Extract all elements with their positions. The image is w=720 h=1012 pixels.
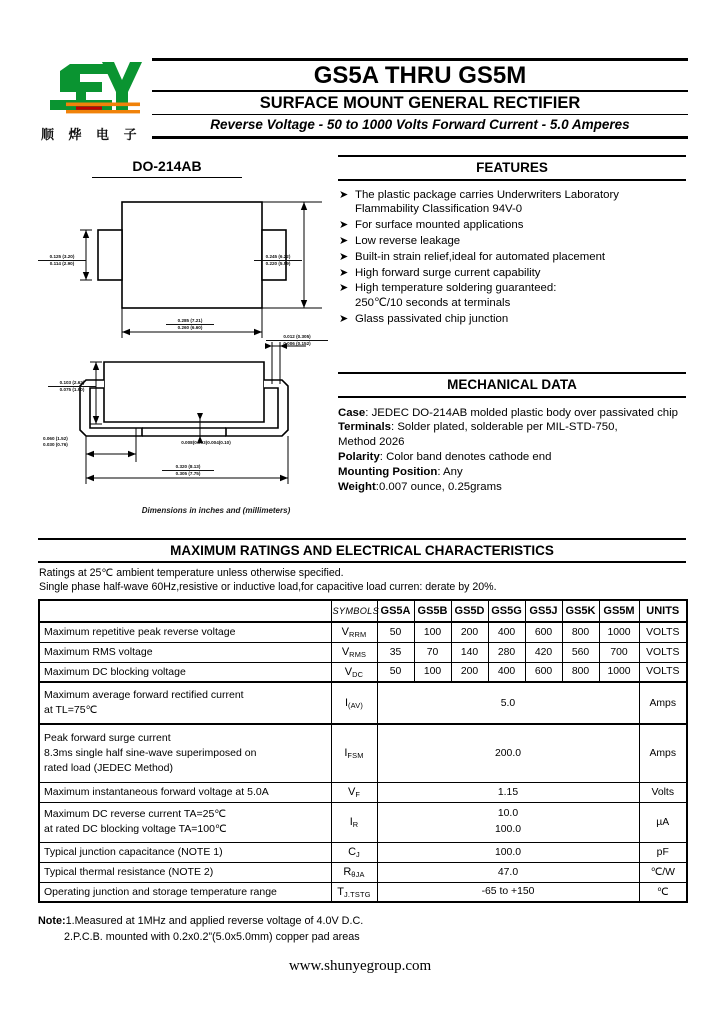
cell-unit: VOLTS: [639, 642, 687, 662]
th-part-gs5g: GS5G: [488, 600, 525, 622]
row-description: Maximum instantaneous forward voltage at 5.0A: [39, 782, 331, 802]
mech-value: Any: [443, 465, 463, 478]
table-row: [39, 862, 687, 882]
feature-item: [338, 266, 686, 281]
cell-value: 1000: [599, 622, 639, 642]
cell-value: 600: [525, 662, 562, 682]
th-part-gs5j: GS5J: [525, 600, 562, 622]
mech-label: Mounting Position: [338, 465, 438, 478]
package-type-label: DO-214AB: [92, 158, 242, 178]
mech-row-mounting: [338, 465, 686, 480]
th-description: [39, 600, 331, 622]
mech-value: 0.007 ounce, 0.25grams: [378, 480, 502, 493]
cell-value-span: 10.0 100.0: [377, 802, 639, 842]
dim-label-lead-thickness: 0.012 (0.305) 0.006 (0.152): [266, 334, 328, 346]
cell-value: 200: [451, 662, 488, 682]
mech-row-method: [338, 435, 686, 450]
mechanical-data-panel: [338, 372, 686, 494]
mech-row-terminals: [338, 420, 686, 435]
header-rule-bottom: [152, 136, 688, 139]
feature-text: For surface mounted applications: [355, 219, 524, 232]
cell-unit: ℃/W: [639, 862, 687, 882]
mech-value: Color band denotes cathode end: [386, 451, 552, 463]
dim-label-body-length: 0.285 (7.21) 0.260 (6.60): [166, 318, 214, 330]
row-description: Maximum DC reverse current TA=25℃ at rated DC blocking voltage TA=100℃: [39, 802, 331, 842]
page-title: GS5A THRU GS5M: [313, 62, 527, 89]
table-row: [39, 682, 687, 724]
mechanical-heading: MECHANICAL DATA: [338, 372, 686, 398]
th-part-gs5a: GS5A: [377, 600, 414, 622]
bullet-icon: ➤: [339, 266, 349, 279]
mech-label: Terminals: [338, 421, 391, 434]
features-heading: FEATURES: [338, 155, 686, 181]
footnote-2: [38, 930, 686, 946]
cell-value: 100: [414, 662, 451, 682]
row-description: Typical junction capacitance (NOTE 1): [39, 842, 331, 862]
cell-value-span: 1.15: [377, 782, 639, 802]
row-symbol: CJ: [331, 842, 377, 862]
dim-label-body-thickness: 0.103 (2.62) 0.075 (1.90): [48, 380, 96, 392]
mech-label: Polarity: [338, 451, 380, 463]
cell-value: 400: [488, 662, 525, 682]
bullet-icon: ➤: [339, 250, 349, 263]
ratings-note-line2: Single phase half-wave 60Hz,resistive or inductive load,for capacitive load curren: derate by 20%.: [39, 580, 497, 593]
dimension-units-note: Dimensions in inches and (millimeters): [141, 506, 291, 515]
th-part-gs5d: GS5D: [451, 600, 488, 622]
row-symbol: RθJA: [331, 862, 377, 882]
ratings-section: [38, 538, 686, 945]
row-description: Operating junction and storage temperature range: [39, 882, 331, 902]
sy-logo-mark: [40, 58, 140, 122]
cell-value-span: -65 to +150: [377, 882, 639, 902]
bullet-icon: ➤: [339, 282, 349, 295]
feature-text: High forward surge current capability: [355, 266, 541, 279]
mechanical-body: [338, 406, 686, 495]
features-list: [338, 188, 686, 327]
dim-label-width-left: 0.125 (3.20) 0.114 (2.90): [38, 254, 86, 266]
mech-row-polarity: [338, 450, 686, 465]
cell-value: 800: [562, 622, 599, 642]
row-symbol: I(AV): [331, 682, 377, 724]
ratings-table: [38, 599, 688, 903]
cell-value: 200: [451, 622, 488, 642]
footnote-label: Note:: [38, 915, 66, 928]
mech-value: JEDEC DO-214AB molded plastic body over passivated chip: [371, 406, 679, 419]
th-part-gs5k: GS5K: [562, 600, 599, 622]
cell-unit: pF: [639, 842, 687, 862]
bullet-icon: ➤: [339, 235, 349, 247]
page-footer: [0, 958, 720, 975]
mech-label: Weight: [338, 480, 376, 493]
company-name-cn: 顺 烨 电 子: [41, 128, 142, 143]
th-part-gs5b: GS5B: [414, 600, 451, 622]
row-description: Maximum repetitive peak reverse voltage: [39, 622, 331, 642]
table-row: [39, 662, 687, 682]
cell-unit: Amps: [639, 724, 687, 782]
cell-value: 140: [451, 642, 488, 662]
cell-value: 50: [377, 662, 414, 682]
footnote-2-text: 2.P.C.B. mounted with 0.2x0.2”(5.0x5.0mm) copper pad areas: [64, 930, 360, 943]
table-header-row: [39, 600, 687, 622]
feature-item: [338, 234, 686, 249]
page-tagline: Reverse Voltage - 50 to 1000 Volts Forward Current - 5.0 Amperes: [210, 117, 630, 133]
package-drawings: [40, 158, 340, 528]
row-symbol: VRRM: [331, 622, 377, 642]
ratings-heading: MAXIMUM RATINGS AND ELECTRICAL CHARACTERISTICS: [38, 538, 686, 563]
feature-text: Built-in strain relief,ideal for automated placement: [355, 250, 606, 263]
features-panel: [338, 155, 686, 343]
row-symbol: TJ.TSTG: [331, 882, 377, 902]
dim-label-foot-length: 0.060 (1.52) 0.030 (0.76): [43, 436, 68, 447]
cell-value: 50: [377, 622, 414, 642]
row-description: Maximum average forward rectified current at TL=75℃: [39, 682, 331, 724]
table-row: [39, 622, 687, 642]
row-symbol: IR: [331, 802, 377, 842]
row-description: Maximum DC blocking voltage: [39, 662, 331, 682]
row-description: Typical thermal resistance (NOTE 2): [39, 862, 331, 882]
bullet-icon: ➤: [339, 313, 349, 326]
cell-value-span: 5.0: [377, 682, 639, 724]
feature-item: [338, 188, 686, 218]
cell-value: 560: [562, 642, 599, 662]
page-subtitle: SURFACE MOUNT GENERAL RECTIFIER: [259, 93, 581, 112]
cell-value: 100: [414, 622, 451, 642]
th-part-gs5m: GS5M: [599, 600, 639, 622]
feature-text: High temperature soldering guaranteed:: [355, 282, 557, 295]
feature-item: [338, 218, 686, 233]
row-description: Peak forward surge current 8.3ms single half sine-wave superimposed on rated load (JEDEC Method): [39, 724, 331, 782]
mech-label: Case: [338, 406, 366, 419]
feature-text-cont: 250℃/10 seconds at terminals: [355, 297, 511, 310]
cell-unit: VOLTS: [639, 662, 687, 682]
cell-value: 1000: [599, 662, 639, 682]
th-symbols: SYMBOLS: [331, 600, 377, 622]
mech-row-weight: [338, 480, 686, 495]
bullet-icon: ➤: [339, 188, 349, 201]
cell-value: 70: [414, 642, 451, 662]
row-description: Maximum RMS voltage: [39, 642, 331, 662]
dim-label-standoff: 0.008(0.203)0.004(0.10): [181, 440, 231, 445]
feature-text: Glass passivated chip junction: [355, 313, 509, 326]
mech-sep: :: [437, 465, 444, 478]
mech-value: Solder plated, solderable per MIL-STD-750,: [397, 421, 618, 434]
feature-text: Low reverse leakage: [355, 235, 461, 247]
feature-item: [338, 250, 686, 265]
cell-unit: ℃: [639, 882, 687, 902]
cell-unit: Volts: [639, 782, 687, 802]
footnotes: [38, 914, 686, 945]
row-symbol: IFSM: [331, 724, 377, 782]
feature-text: The plastic package carries Underwriters Laboratory: [355, 188, 619, 201]
cell-value: 420: [525, 642, 562, 662]
table-row: [39, 724, 687, 782]
cell-value: 280: [488, 642, 525, 662]
mech-sep: :: [375, 480, 379, 493]
dim-label-overall-length: 0.320 (8.13) 0.305 (7.75): [162, 464, 214, 476]
mech-sep: :: [390, 421, 398, 434]
website-url: www.shunyegroup.com: [288, 958, 432, 974]
table-row: [39, 782, 687, 802]
th-units: UNITS: [639, 600, 687, 622]
mech-sep: :: [379, 451, 387, 463]
mech-row-case: [338, 406, 686, 421]
feature-item: [338, 281, 686, 311]
row-symbol: VDC: [331, 662, 377, 682]
company-logo: [40, 58, 148, 150]
table-row: [39, 882, 687, 902]
cell-value: 400: [488, 622, 525, 642]
table-row: [39, 842, 687, 862]
dim-label-body-height: 0.245 (6.22) 0.220 (5.59): [254, 254, 302, 266]
cell-value: 600: [525, 622, 562, 642]
cell-value: 800: [562, 662, 599, 682]
footnote-1: [38, 914, 686, 930]
cell-unit: Amps: [639, 682, 687, 724]
cell-value-span: 100.0: [377, 842, 639, 862]
bullet-icon: ➤: [339, 219, 349, 232]
cell-unit: VOLTS: [639, 622, 687, 642]
table-row: [39, 642, 687, 662]
row-symbol: VF: [331, 782, 377, 802]
cell-value: 35: [377, 642, 414, 662]
cell-unit: µA: [639, 802, 687, 842]
cell-value: 700: [599, 642, 639, 662]
header-title-block: [152, 58, 688, 150]
feature-item: [338, 312, 686, 327]
page-header: [0, 58, 720, 150]
table-row: [39, 802, 687, 842]
row-symbol: VRMS: [331, 642, 377, 662]
footnote-1-text: 1.Measured at 1MHz and applied reverse voltage of 4.0V D.C.: [65, 915, 364, 928]
feature-text-cont: Flammability Classification 94V-0: [355, 203, 523, 216]
mech-value: Method 2026: [338, 436, 405, 449]
cell-value-span: 200.0: [377, 724, 639, 782]
ratings-note-line1: Ratings at 25℃ ambient temperature unless otherwise specified.: [39, 567, 344, 579]
ratings-conditions: [38, 563, 686, 599]
mech-sep: :: [365, 406, 372, 419]
cell-value-span: 47.0: [377, 862, 639, 882]
